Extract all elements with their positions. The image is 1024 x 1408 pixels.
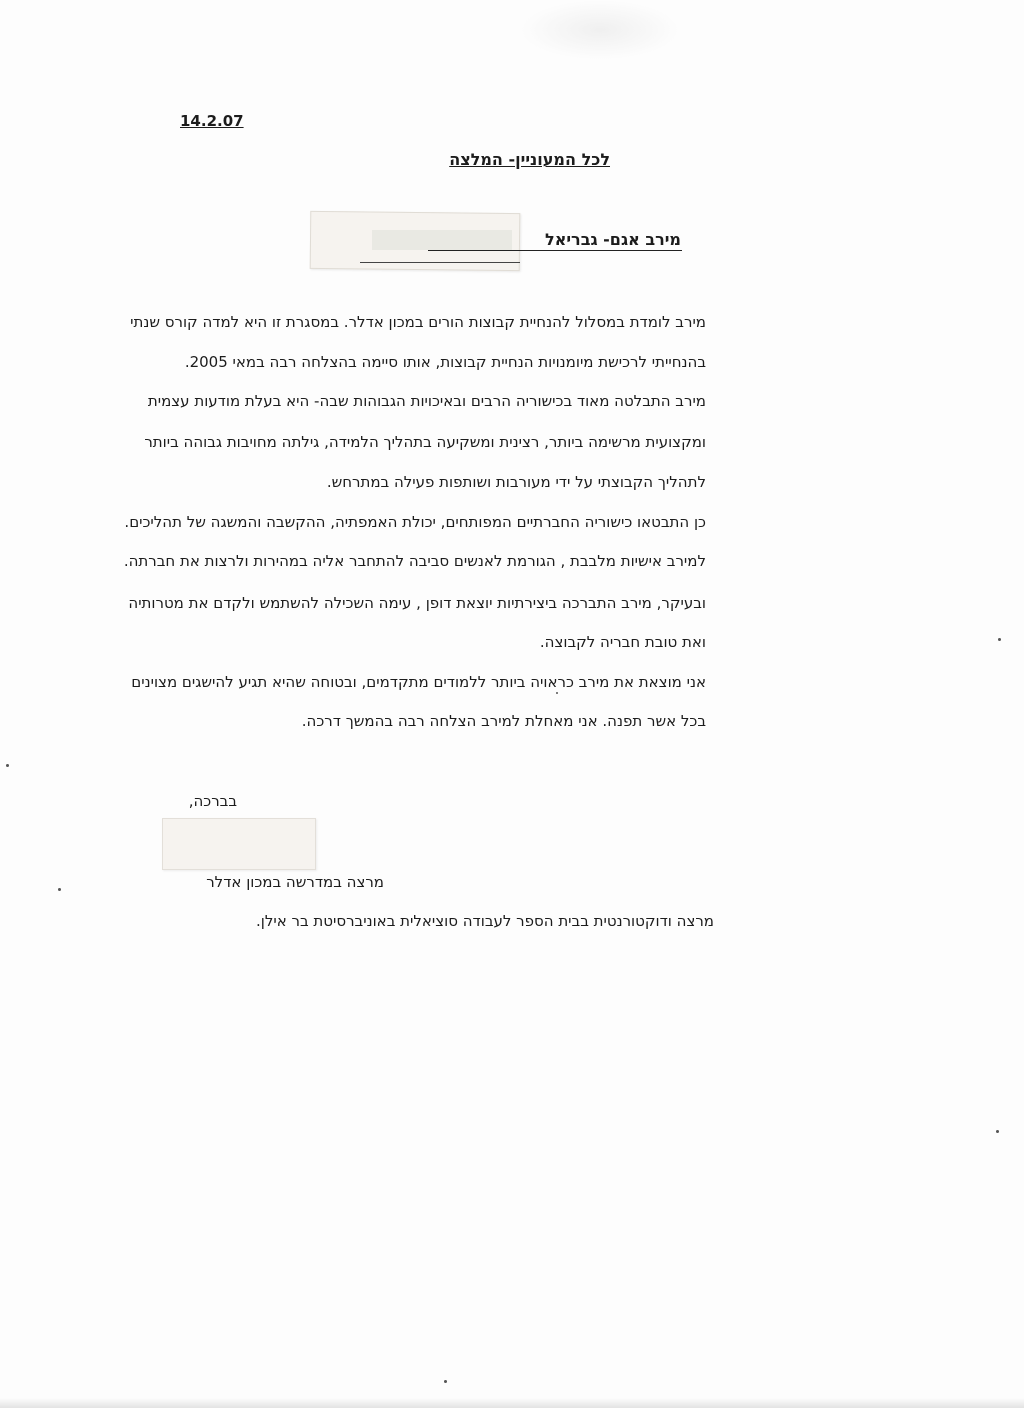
body-line: אני מוצאת את מירב כראויה ביותר ללמודים מתקדמים, ובטוחה שהיא תגיע להישגים מצוינים — [131, 673, 706, 691]
signature-affiliation: מרצה ודוקטורנטית בבית הספר לעבודה סוציאלית באוניברסיטת בר אילן. — [255, 912, 714, 930]
scan-speck — [6, 764, 9, 767]
scan-smudge — [520, 0, 680, 60]
body-line: בכל אשר תפנה. אני מאחלת למירב הצלחה רבה בהמשך דרכה. — [301, 712, 706, 730]
body-line: בהנחייתי לרכישת מיומנויות הנחיית קבוצות, אותו סיימה בהצלחה רבה במאי 2005. — [184, 353, 706, 371]
letter-subject: מירב אגם- גבריאל — [545, 230, 681, 249]
redaction-ghost-text — [372, 230, 512, 250]
body-line: מירב התבלטה מאוד בכישוריה הרבים ובאיכויות הגבוהות שבה- היא בעלת מודעות עצמית — [147, 392, 706, 410]
redaction-underline — [360, 262, 520, 263]
scan-speck — [58, 888, 61, 891]
scan-speck — [998, 638, 1001, 641]
letter-heading: לכל המעוניין- המלצה — [449, 150, 610, 169]
scan-speck — [996, 1130, 999, 1133]
scan-speck — [556, 692, 558, 694]
body-line: ובעיקר, מירב התברכה ביצירתיות יוצאת דופן , עימה השכילה להשתמש ולקדם את מטרותיה — [128, 594, 706, 612]
letter-date: 14.2.07 — [180, 112, 244, 130]
scan-bottom-edge — [0, 1398, 1024, 1408]
scan-speck — [444, 1380, 447, 1383]
body-line: למירב אישיות מלבבת , הגורמת לאנשים סביבה להתחבר אליה במהירות ולרצות את חברתה. — [123, 552, 706, 570]
closing-salutation: בברכה, — [188, 792, 237, 810]
signature-title: מרצה במדרשה במכון אדלר — [206, 873, 384, 891]
body-line: ומקצועית מרשימה ביותר, רצינית ומשקיעה בתהליך הלמידה, גילתה מחויבות גבוהה ביותר — [144, 433, 706, 451]
subject-underline — [428, 250, 682, 251]
body-line: כן התבטאו כישוריה החברתיים המפותחים, יכולת האמפתיה, ההקשבה והמשגה של תהליכים. — [124, 513, 706, 531]
body-line: לתהליך הקבוצתי על ידי מעורבות ושותפות פעילה במתרחש. — [326, 473, 706, 491]
redaction-label-signature — [162, 818, 316, 870]
body-line: מירב לומדת במסלול להנחיית קבוצות הורים במכון אדלר. במסגרת זו היא למדה קורס שנתי — [130, 313, 706, 331]
body-line: ואת טובת חבריה לקבוצה. — [539, 633, 706, 651]
